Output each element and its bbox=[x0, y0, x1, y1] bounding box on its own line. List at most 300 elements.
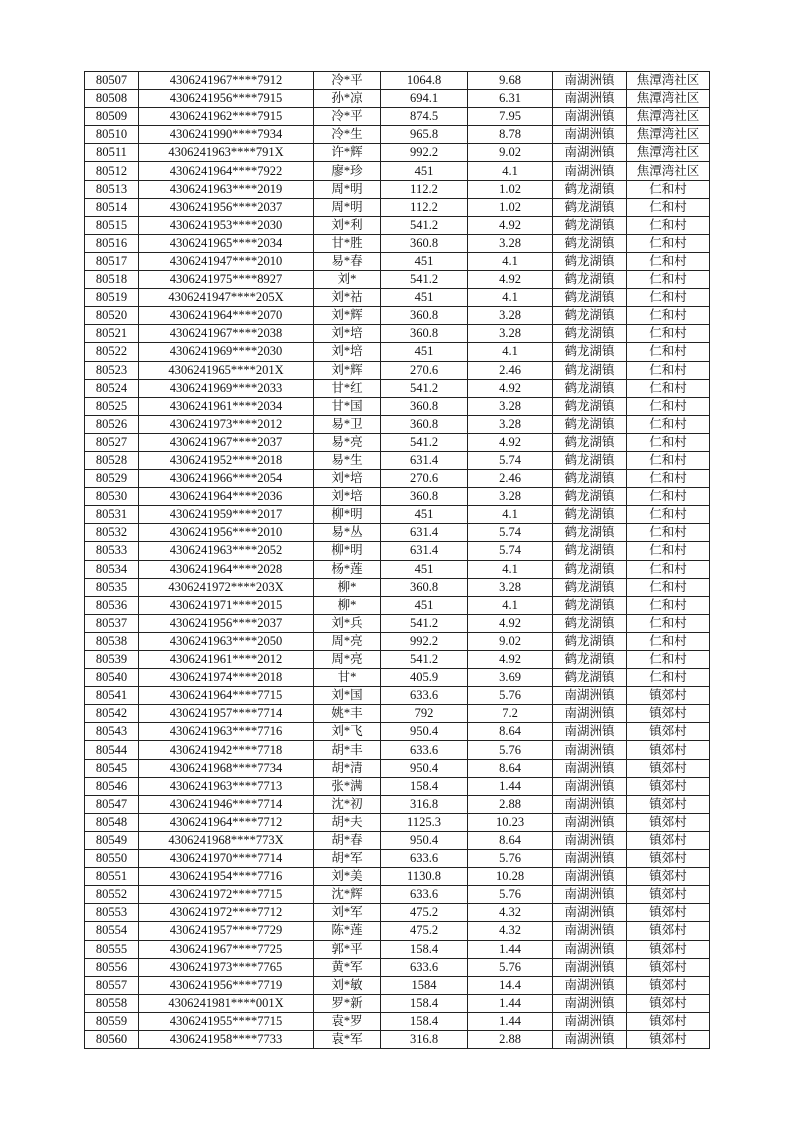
cell-area: 3.28 bbox=[468, 325, 553, 343]
cell-id_card: 4306241961****2034 bbox=[139, 397, 314, 415]
cell-name: 胡*丰 bbox=[314, 741, 381, 759]
cell-id: 80512 bbox=[85, 162, 139, 180]
table-row bbox=[85, 1012, 710, 1030]
cell-id_card: 4306241957****7714 bbox=[139, 705, 314, 723]
cell-name: 易*亮 bbox=[314, 433, 381, 451]
cell-amount: 360.8 bbox=[381, 578, 468, 596]
cell-name: 周*明 bbox=[314, 198, 381, 216]
cell-id_card: 4306241947****205X bbox=[139, 289, 314, 307]
cell-area: 8.64 bbox=[468, 831, 553, 849]
cell-id_card: 4306241957****7729 bbox=[139, 922, 314, 940]
cell-amount: 360.8 bbox=[381, 234, 468, 252]
cell-id_card: 4306241970****7714 bbox=[139, 850, 314, 868]
cell-id_card: 4306241963****2019 bbox=[139, 180, 314, 198]
cell-name: 袁*军 bbox=[314, 1030, 381, 1048]
cell-village: 镇郊村 bbox=[627, 1030, 710, 1048]
table-row bbox=[85, 632, 710, 650]
cell-name: 刘*兵 bbox=[314, 614, 381, 632]
cell-amount: 158.4 bbox=[381, 940, 468, 958]
cell-town: 南湖洲镇 bbox=[553, 687, 627, 705]
cell-id_card: 4306241968****7734 bbox=[139, 759, 314, 777]
cell-village: 镇郊村 bbox=[627, 976, 710, 994]
cell-id_card: 4306241964****7922 bbox=[139, 162, 314, 180]
cell-id_card: 4306241971****2015 bbox=[139, 596, 314, 614]
cell-name: 刘*军 bbox=[314, 904, 381, 922]
cell-amount: 541.2 bbox=[381, 614, 468, 632]
cell-id_card: 4306241965****201X bbox=[139, 361, 314, 379]
cell-id: 80529 bbox=[85, 470, 139, 488]
cell-town: 鹤龙湖镇 bbox=[553, 451, 627, 469]
cell-town: 鹤龙湖镇 bbox=[553, 470, 627, 488]
cell-amount: 992.2 bbox=[381, 632, 468, 650]
cell-id_card: 4306241975****8927 bbox=[139, 271, 314, 289]
cell-village: 镇郊村 bbox=[627, 741, 710, 759]
cell-village: 仁和村 bbox=[627, 578, 710, 596]
cell-name: 刘*敏 bbox=[314, 976, 381, 994]
cell-name: 黄*军 bbox=[314, 958, 381, 976]
cell-town: 南湖洲镇 bbox=[553, 723, 627, 741]
cell-amount: 360.8 bbox=[381, 488, 468, 506]
table-row bbox=[85, 1030, 710, 1048]
cell-area: 4.92 bbox=[468, 651, 553, 669]
cell-id_card: 4306241967****2038 bbox=[139, 325, 314, 343]
cell-id: 80560 bbox=[85, 1030, 139, 1048]
cell-name: 罗*新 bbox=[314, 994, 381, 1012]
cell-name: 周*亮 bbox=[314, 651, 381, 669]
cell-area: 9.02 bbox=[468, 632, 553, 650]
cell-name: 甘*国 bbox=[314, 397, 381, 415]
cell-id_card: 4306241956****7719 bbox=[139, 976, 314, 994]
cell-id: 80534 bbox=[85, 560, 139, 578]
table-row bbox=[85, 868, 710, 886]
cell-village: 仁和村 bbox=[627, 361, 710, 379]
cell-town: 南湖洲镇 bbox=[553, 705, 627, 723]
cell-amount: 541.2 bbox=[381, 651, 468, 669]
cell-id_card: 4306241973****7765 bbox=[139, 958, 314, 976]
cell-village: 焦潭湾社区 bbox=[627, 144, 710, 162]
cell-name: 易*春 bbox=[314, 252, 381, 270]
cell-id: 80524 bbox=[85, 379, 139, 397]
cell-name: 孙*凉 bbox=[314, 90, 381, 108]
table-row bbox=[85, 162, 710, 180]
cell-id: 80559 bbox=[85, 1012, 139, 1030]
cell-id: 80522 bbox=[85, 343, 139, 361]
table-row bbox=[85, 596, 710, 614]
cell-id: 80527 bbox=[85, 433, 139, 451]
cell-town: 鹤龙湖镇 bbox=[553, 542, 627, 560]
cell-town: 鹤龙湖镇 bbox=[553, 415, 627, 433]
table-row bbox=[85, 578, 710, 596]
cell-id: 80542 bbox=[85, 705, 139, 723]
cell-village: 镇郊村 bbox=[627, 723, 710, 741]
table-row bbox=[85, 451, 710, 469]
cell-area: 4.92 bbox=[468, 433, 553, 451]
cell-area: 4.92 bbox=[468, 271, 553, 289]
cell-village: 镇郊村 bbox=[627, 958, 710, 976]
cell-village: 仁和村 bbox=[627, 252, 710, 270]
table-row bbox=[85, 397, 710, 415]
cell-id_card: 4306241959****2017 bbox=[139, 506, 314, 524]
cell-area: 4.32 bbox=[468, 904, 553, 922]
cell-town: 南湖洲镇 bbox=[553, 850, 627, 868]
cell-area: 7.95 bbox=[468, 108, 553, 126]
cell-amount: 541.2 bbox=[381, 433, 468, 451]
cell-area: 4.1 bbox=[468, 506, 553, 524]
cell-amount: 633.6 bbox=[381, 886, 468, 904]
cell-village: 镇郊村 bbox=[627, 813, 710, 831]
cell-amount: 316.8 bbox=[381, 795, 468, 813]
cell-id_card: 4306241968****773X bbox=[139, 831, 314, 849]
cell-village: 仁和村 bbox=[627, 271, 710, 289]
cell-area: 8.78 bbox=[468, 126, 553, 144]
cell-town: 鹤龙湖镇 bbox=[553, 234, 627, 252]
cell-town: 南湖洲镇 bbox=[553, 958, 627, 976]
cell-town: 鹤龙湖镇 bbox=[553, 651, 627, 669]
cell-village: 仁和村 bbox=[627, 180, 710, 198]
cell-amount: 631.4 bbox=[381, 524, 468, 542]
cell-amount: 316.8 bbox=[381, 1030, 468, 1048]
cell-name: 郭*平 bbox=[314, 940, 381, 958]
cell-id_card: 4306241964****7715 bbox=[139, 687, 314, 705]
cell-area: 5.74 bbox=[468, 451, 553, 469]
cell-amount: 633.6 bbox=[381, 741, 468, 759]
cell-id: 80526 bbox=[85, 415, 139, 433]
cell-area: 5.76 bbox=[468, 741, 553, 759]
cell-town: 南湖洲镇 bbox=[553, 126, 627, 144]
cell-village: 焦潭湾社区 bbox=[627, 72, 710, 90]
cell-id_card: 4306241962****7915 bbox=[139, 108, 314, 126]
cell-id_card: 4306241967****7725 bbox=[139, 940, 314, 958]
cell-amount: 270.6 bbox=[381, 361, 468, 379]
cell-area: 5.76 bbox=[468, 850, 553, 868]
cell-area: 9.02 bbox=[468, 144, 553, 162]
table-row bbox=[85, 252, 710, 270]
cell-id_card: 4306241974****2018 bbox=[139, 669, 314, 687]
cell-town: 鹤龙湖镇 bbox=[553, 271, 627, 289]
table-row bbox=[85, 795, 710, 813]
cell-village: 镇郊村 bbox=[627, 886, 710, 904]
cell-amount: 158.4 bbox=[381, 994, 468, 1012]
table-row bbox=[85, 234, 710, 252]
cell-id_card: 4306241963****2050 bbox=[139, 632, 314, 650]
cell-id: 80525 bbox=[85, 397, 139, 415]
cell-id: 80543 bbox=[85, 723, 139, 741]
cell-name: 甘*红 bbox=[314, 379, 381, 397]
table-row bbox=[85, 289, 710, 307]
cell-name: 张*满 bbox=[314, 777, 381, 795]
table-row bbox=[85, 144, 710, 162]
cell-amount: 631.4 bbox=[381, 451, 468, 469]
cell-amount: 451 bbox=[381, 596, 468, 614]
cell-name: 柳*明 bbox=[314, 506, 381, 524]
cell-town: 鹤龙湖镇 bbox=[553, 669, 627, 687]
cell-village: 镇郊村 bbox=[627, 922, 710, 940]
cell-town: 南湖洲镇 bbox=[553, 777, 627, 795]
cell-village: 焦潭湾社区 bbox=[627, 90, 710, 108]
cell-area: 2.46 bbox=[468, 470, 553, 488]
cell-village: 仁和村 bbox=[627, 234, 710, 252]
cell-amount: 451 bbox=[381, 343, 468, 361]
cell-id: 80557 bbox=[85, 976, 139, 994]
data-table bbox=[84, 71, 710, 1049]
cell-village: 仁和村 bbox=[627, 560, 710, 578]
cell-area: 2.46 bbox=[468, 361, 553, 379]
cell-area: 1.44 bbox=[468, 1012, 553, 1030]
cell-area: 8.64 bbox=[468, 759, 553, 777]
table-row bbox=[85, 415, 710, 433]
cell-town: 鹤龙湖镇 bbox=[553, 397, 627, 415]
cell-name: 胡*清 bbox=[314, 759, 381, 777]
cell-village: 仁和村 bbox=[627, 307, 710, 325]
cell-id_card: 4306241947****2010 bbox=[139, 252, 314, 270]
cell-town: 鹤龙湖镇 bbox=[553, 289, 627, 307]
cell-id_card: 4306241972****7715 bbox=[139, 886, 314, 904]
cell-id: 80514 bbox=[85, 198, 139, 216]
cell-id_card: 4306241961****2012 bbox=[139, 651, 314, 669]
cell-id: 80540 bbox=[85, 669, 139, 687]
cell-amount: 1125.3 bbox=[381, 813, 468, 831]
cell-id_card: 4306241990****7934 bbox=[139, 126, 314, 144]
table-row bbox=[85, 379, 710, 397]
cell-amount: 541.2 bbox=[381, 271, 468, 289]
cell-area: 14.4 bbox=[468, 976, 553, 994]
cell-area: 4.92 bbox=[468, 614, 553, 632]
cell-town: 鹤龙湖镇 bbox=[553, 632, 627, 650]
cell-amount: 950.4 bbox=[381, 759, 468, 777]
cell-village: 镇郊村 bbox=[627, 1012, 710, 1030]
cell-town: 鹤龙湖镇 bbox=[553, 361, 627, 379]
cell-amount: 158.4 bbox=[381, 777, 468, 795]
cell-name: 甘* bbox=[314, 669, 381, 687]
cell-amount: 1064.8 bbox=[381, 72, 468, 90]
cell-id_card: 4306241958****7733 bbox=[139, 1030, 314, 1048]
cell-town: 鹤龙湖镇 bbox=[553, 433, 627, 451]
cell-name: 刘*辉 bbox=[314, 361, 381, 379]
cell-area: 6.31 bbox=[468, 90, 553, 108]
cell-id: 80519 bbox=[85, 289, 139, 307]
cell-id: 80539 bbox=[85, 651, 139, 669]
cell-amount: 451 bbox=[381, 162, 468, 180]
cell-amount: 874.5 bbox=[381, 108, 468, 126]
cell-amount: 633.6 bbox=[381, 958, 468, 976]
cell-id: 80547 bbox=[85, 795, 139, 813]
cell-amount: 633.6 bbox=[381, 850, 468, 868]
cell-amount: 360.8 bbox=[381, 397, 468, 415]
cell-id: 80533 bbox=[85, 542, 139, 560]
cell-amount: 541.2 bbox=[381, 379, 468, 397]
table-row bbox=[85, 904, 710, 922]
table-row bbox=[85, 705, 710, 723]
cell-name: 柳* bbox=[314, 578, 381, 596]
table-row bbox=[85, 614, 710, 632]
cell-id: 80550 bbox=[85, 850, 139, 868]
table-row bbox=[85, 850, 710, 868]
cell-village: 焦潭湾社区 bbox=[627, 108, 710, 126]
cell-name: 陈*莲 bbox=[314, 922, 381, 940]
cell-area: 3.69 bbox=[468, 669, 553, 687]
cell-area: 4.92 bbox=[468, 379, 553, 397]
cell-town: 南湖洲镇 bbox=[553, 162, 627, 180]
cell-id_card: 4306241963****791X bbox=[139, 144, 314, 162]
cell-area: 4.92 bbox=[468, 216, 553, 234]
cell-village: 镇郊村 bbox=[627, 940, 710, 958]
cell-name: 周*明 bbox=[314, 180, 381, 198]
cell-town: 鹤龙湖镇 bbox=[553, 596, 627, 614]
cell-amount: 405.9 bbox=[381, 669, 468, 687]
cell-area: 3.28 bbox=[468, 234, 553, 252]
table-row bbox=[85, 180, 710, 198]
table-row bbox=[85, 271, 710, 289]
table-row bbox=[85, 325, 710, 343]
cell-amount: 360.8 bbox=[381, 415, 468, 433]
cell-area: 4.1 bbox=[468, 289, 553, 307]
cell-town: 鹤龙湖镇 bbox=[553, 524, 627, 542]
cell-name: 冷*平 bbox=[314, 108, 381, 126]
cell-area: 9.68 bbox=[468, 72, 553, 90]
table-row bbox=[85, 687, 710, 705]
cell-town: 鹤龙湖镇 bbox=[553, 379, 627, 397]
cell-amount: 112.2 bbox=[381, 198, 468, 216]
cell-town: 鹤龙湖镇 bbox=[553, 578, 627, 596]
table-row bbox=[85, 940, 710, 958]
cell-area: 5.76 bbox=[468, 886, 553, 904]
cell-name: 袁*罗 bbox=[314, 1012, 381, 1030]
cell-id_card: 4306241956****2010 bbox=[139, 524, 314, 542]
cell-id_card: 4306241956****2037 bbox=[139, 614, 314, 632]
cell-area: 3.28 bbox=[468, 488, 553, 506]
cell-town: 鹤龙湖镇 bbox=[553, 252, 627, 270]
cell-amount: 270.6 bbox=[381, 470, 468, 488]
cell-village: 仁和村 bbox=[627, 651, 710, 669]
cell-name: 冷*平 bbox=[314, 72, 381, 90]
cell-id: 80553 bbox=[85, 904, 139, 922]
cell-town: 南湖洲镇 bbox=[553, 144, 627, 162]
cell-amount: 965.8 bbox=[381, 126, 468, 144]
cell-area: 7.2 bbox=[468, 705, 553, 723]
cell-id_card: 4306241969****2030 bbox=[139, 343, 314, 361]
cell-village: 仁和村 bbox=[627, 669, 710, 687]
cell-id_card: 4306241972****7712 bbox=[139, 904, 314, 922]
cell-id: 80530 bbox=[85, 488, 139, 506]
cell-area: 4.1 bbox=[468, 596, 553, 614]
cell-amount: 1130.8 bbox=[381, 868, 468, 886]
table-row bbox=[85, 108, 710, 126]
table-row bbox=[85, 922, 710, 940]
cell-id: 80544 bbox=[85, 741, 139, 759]
cell-area: 1.02 bbox=[468, 180, 553, 198]
cell-town: 鹤龙湖镇 bbox=[553, 198, 627, 216]
cell-town: 鹤龙湖镇 bbox=[553, 614, 627, 632]
cell-name: 冷*生 bbox=[314, 126, 381, 144]
cell-name: 刘*培 bbox=[314, 488, 381, 506]
table-row bbox=[85, 343, 710, 361]
cell-amount: 451 bbox=[381, 506, 468, 524]
cell-id: 80541 bbox=[85, 687, 139, 705]
cell-village: 镇郊村 bbox=[627, 831, 710, 849]
table-row bbox=[85, 669, 710, 687]
cell-name: 柳* bbox=[314, 596, 381, 614]
cell-area: 5.76 bbox=[468, 687, 553, 705]
cell-town: 鹤龙湖镇 bbox=[553, 506, 627, 524]
table-row bbox=[85, 723, 710, 741]
cell-id: 80513 bbox=[85, 180, 139, 198]
cell-id_card: 4306241973****2012 bbox=[139, 415, 314, 433]
cell-area: 1.02 bbox=[468, 198, 553, 216]
cell-id_card: 4306241954****7716 bbox=[139, 868, 314, 886]
table-row bbox=[85, 126, 710, 144]
cell-name: 姚*丰 bbox=[314, 705, 381, 723]
cell-area: 2.88 bbox=[468, 1030, 553, 1048]
cell-id: 80558 bbox=[85, 994, 139, 1012]
table-row bbox=[85, 506, 710, 524]
cell-id: 80528 bbox=[85, 451, 139, 469]
cell-name: 胡*夫 bbox=[314, 813, 381, 831]
cell-id: 80516 bbox=[85, 234, 139, 252]
table-row bbox=[85, 560, 710, 578]
table-row bbox=[85, 994, 710, 1012]
cell-id: 80546 bbox=[85, 777, 139, 795]
cell-village: 镇郊村 bbox=[627, 687, 710, 705]
cell-name: 胡*春 bbox=[314, 831, 381, 849]
cell-village: 仁和村 bbox=[627, 379, 710, 397]
cell-area: 3.28 bbox=[468, 415, 553, 433]
cell-village: 仁和村 bbox=[627, 433, 710, 451]
cell-amount: 992.2 bbox=[381, 144, 468, 162]
cell-village: 仁和村 bbox=[627, 632, 710, 650]
cell-amount: 541.2 bbox=[381, 216, 468, 234]
cell-area: 5.74 bbox=[468, 542, 553, 560]
cell-id_card: 4306241967****2037 bbox=[139, 433, 314, 451]
cell-name: 刘*飞 bbox=[314, 723, 381, 741]
cell-area: 5.74 bbox=[468, 524, 553, 542]
cell-village: 仁和村 bbox=[627, 451, 710, 469]
table-row bbox=[85, 976, 710, 994]
cell-amount: 792 bbox=[381, 705, 468, 723]
table-row bbox=[85, 72, 710, 90]
cell-amount: 475.2 bbox=[381, 922, 468, 940]
cell-id: 80555 bbox=[85, 940, 139, 958]
table-row bbox=[85, 542, 710, 560]
table-row bbox=[85, 198, 710, 216]
cell-town: 南湖洲镇 bbox=[553, 831, 627, 849]
cell-id_card: 4306241966****2054 bbox=[139, 470, 314, 488]
cell-name: 刘*祜 bbox=[314, 289, 381, 307]
cell-area: 1.44 bbox=[468, 994, 553, 1012]
cell-town: 鹤龙湖镇 bbox=[553, 216, 627, 234]
cell-town: 鹤龙湖镇 bbox=[553, 307, 627, 325]
cell-name: 胡*军 bbox=[314, 850, 381, 868]
cell-id_card: 4306241981****001X bbox=[139, 994, 314, 1012]
table-row bbox=[85, 651, 710, 669]
cell-village: 仁和村 bbox=[627, 198, 710, 216]
cell-area: 2.88 bbox=[468, 795, 553, 813]
cell-id: 80517 bbox=[85, 252, 139, 270]
cell-area: 4.1 bbox=[468, 252, 553, 270]
cell-id: 80531 bbox=[85, 506, 139, 524]
cell-area: 5.76 bbox=[468, 958, 553, 976]
cell-amount: 451 bbox=[381, 252, 468, 270]
cell-id_card: 4306241963****7713 bbox=[139, 777, 314, 795]
cell-village: 仁和村 bbox=[627, 614, 710, 632]
cell-amount: 950.4 bbox=[381, 723, 468, 741]
table-row bbox=[85, 524, 710, 542]
table-row bbox=[85, 886, 710, 904]
cell-id_card: 4306241952****2018 bbox=[139, 451, 314, 469]
cell-id_card: 4306241963****7716 bbox=[139, 723, 314, 741]
cell-amount: 158.4 bbox=[381, 1012, 468, 1030]
cell-id_card: 4306241942****7718 bbox=[139, 741, 314, 759]
cell-id_card: 4306241964****2036 bbox=[139, 488, 314, 506]
